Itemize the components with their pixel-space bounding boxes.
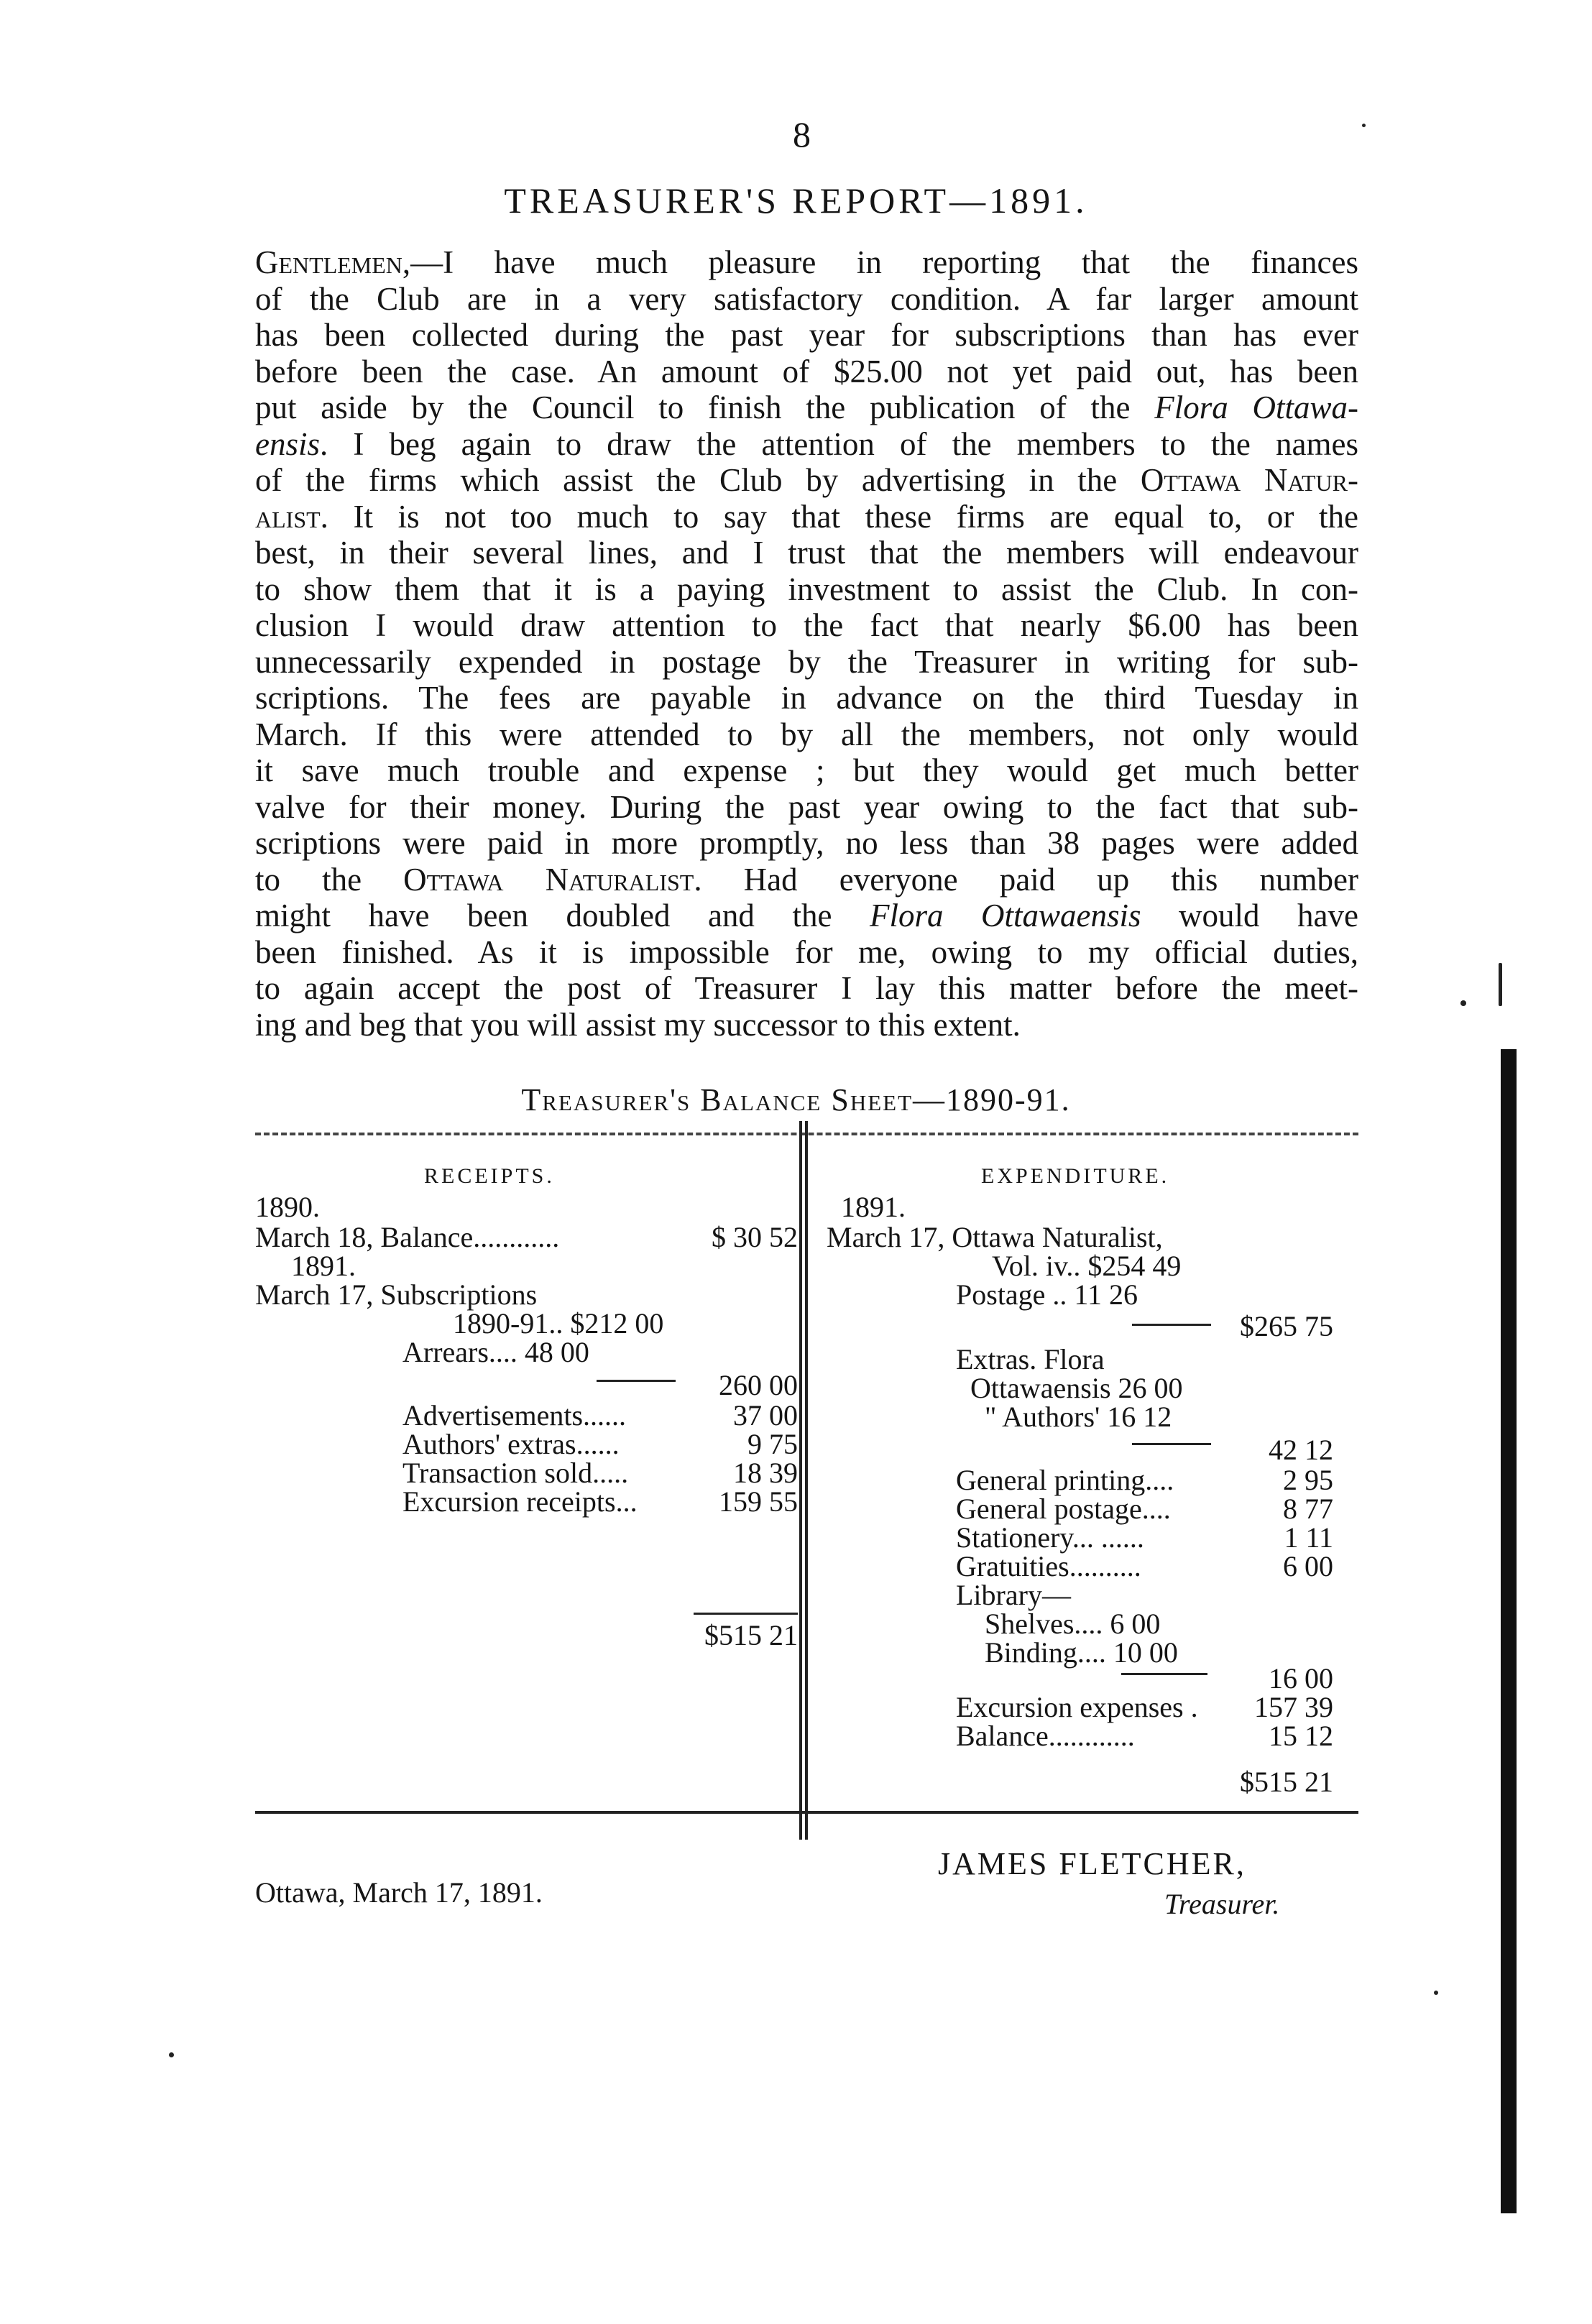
speck [1362,124,1366,127]
expenditure-march17: March 17, Ottawa Naturalist, [827,1221,1163,1253]
expenditure-stationery: Stationery... ...... [956,1521,1144,1554]
subtotal-rule [597,1380,676,1382]
receipts-excursion: Excursion receipts... [402,1485,638,1518]
receipts-transaction: Transaction sold..... [402,1457,629,1489]
report-line: clusion I would draw attention to the fact that nearly $6.00 has been [255,607,1358,643]
signatory-name: JAMES FLETCHER, [938,1846,1246,1881]
report-line: to the Ottawa Naturalist. Had everyone paid up this number [255,861,1358,898]
expenditure-general-postage-amount: 8 77 [1283,1493,1333,1525]
expenditure-vol: Vol. iv.. $254 49 [992,1250,1182,1282]
expenditure-gratuities-amount: 6 00 [1283,1550,1333,1582]
receipts-subscriptions-total: 260 00 [719,1369,798,1401]
report-line: has been collected during the past year for subscriptions than has ever [255,317,1358,353]
report-line: alist. It is not too much to say that these firms are equal to, or the [255,498,1358,535]
report-body [255,244,1358,1043]
receipts-excursion-amount: 159 55 [719,1485,798,1518]
balance-sheet-title: Treasurer's Balance Sheet—1890-91. [521,1082,1071,1117]
expenditure-library-total: 16 00 [1269,1662,1333,1694]
expenditure-shelves: Shelves.... 6 00 [985,1608,1161,1640]
expenditure-naturalist-total: $265 75 [1240,1310,1333,1342]
expenditure-general-postage: General postage.... [956,1493,1171,1525]
speck [1499,963,1502,1006]
report-line: valve for their money. During the past year owing to the fact that sub- [255,788,1358,825]
report-line: put aside by the Council to finish the publication of the Flora Ottawa- [255,389,1358,425]
report-line: unnecessarily expended in postage by the Treasurer in writing for sub- [255,643,1358,680]
receipts-march18-amount: $ 30 52 [712,1221,798,1253]
signatory-role: Treasurer. [1164,1888,1280,1920]
salutation: Gentlemen, [255,244,411,280]
receipts-arrears: Arrears.... 48 00 [402,1336,589,1368]
receipts-subscriptions: 1890-91.. $212 00 [453,1307,664,1339]
expenditure-postage: Postage .. 11 26 [956,1278,1138,1311]
report-line: scriptions were paid in more promptly, no less than 38 pages were added [255,825,1358,861]
report-line: of the Club are in a very satisfactory condition. A far larger amount [255,280,1358,317]
report-line: best, in their several lines, and I trust that the members will endeavour [255,535,1358,571]
receipts-total: $515 21 [704,1619,798,1651]
place-date: Ottawa, March 17, 1891. [255,1876,543,1909]
speck [1460,1000,1466,1006]
speck [1434,1991,1438,1995]
subtotal-rule [1132,1324,1211,1326]
report-line: scriptions. The fees are payable in advance on the third Tuesday in [255,680,1358,716]
column-divider [799,1121,802,1840]
expenditure-excursion-amount: 157 39 [1254,1691,1333,1723]
receipts-advertisements: Advertisements...... [402,1399,627,1431]
expenditure-year: 1891. [841,1191,906,1223]
report-line: it save much trouble and expense ; but they would get much better [255,752,1358,788]
page-number: 8 [793,114,811,155]
expenditure-extras-total: 42 12 [1269,1434,1333,1466]
expenditure-heading: EXPENDITURE. [981,1164,1170,1188]
naturalist-title: Ottawa Natur- [1140,462,1358,498]
report-line: of the firms which assist the Club by advertising in the Ottawa Natur- [255,462,1358,498]
expenditure-balance-amount: 15 12 [1269,1720,1333,1752]
expenditure-library: Library— [956,1579,1071,1611]
receipts-authors-extras: Authors' extras...... [402,1428,620,1460]
expenditure-ottawaensis: Ottawaensis 26 00 [970,1372,1183,1404]
expenditure-total: $515 21 [1240,1766,1333,1798]
report-line: ing and beg that you will assist my successor to this extent. [255,1006,1021,1043]
expenditure-general-printing: General printing.... [956,1464,1174,1496]
report-line: before been the case. An amount of $25.00 not yet paid out, has been [255,353,1358,389]
report-line: to again accept the post of Treasurer I lay this matter before the meet- [255,970,1358,1006]
sheet-bottom-rule [255,1811,1358,1814]
expenditure-extras: Extras. Flora [956,1343,1105,1375]
report-line: been finished. As it is impossible for me, owing to my official duties, [255,933,1358,970]
receipts-heading: RECEIPTS. [424,1164,555,1188]
subtotal-rule [1121,1673,1207,1675]
receipts-year-1890: 1890. [255,1191,320,1223]
receipts-march18: March 18, Balance............ [255,1221,560,1253]
subtotal-rule [1132,1443,1211,1445]
page-edge-shadow [1501,1049,1517,2213]
expenditure-gratuities: Gratuities.......... [956,1550,1141,1582]
expenditure-binding: Binding.... 10 00 [985,1636,1178,1669]
receipts-authors-extras-amount: 9 75 [747,1428,798,1460]
report-line: Gentlemen,—I have much pleasure in reporting that the finances [255,244,1358,280]
receipts-transaction-amount: 18 39 [733,1457,798,1489]
report-line: ensis. I beg again to draw the attention of the members to the names [255,425,1358,462]
report-line: March. If this were attended to by all the members, not only would [255,716,1358,752]
expenditure-excursion: Excursion expenses . [956,1691,1198,1723]
expenditure-general-printing-amount: 2 95 [1283,1464,1333,1496]
report-line: to show them that it is a paying investment to assist the Club. In con- [255,571,1358,607]
report-line: might have been doubled and the Flora Ottawaensis would have [255,898,1358,933]
flora-title: Flora Ottawa- [1154,389,1358,425]
speck [169,2052,174,2057]
receipts-march17: March 17, Subscriptions [255,1278,538,1311]
total-rule [694,1613,798,1615]
receipts-advertisements-amount: 37 00 [733,1399,798,1431]
column-divider [805,1121,808,1840]
expenditure-authors: " Authors' 16 12 [985,1401,1172,1433]
expenditure-stationery-amount: 1 11 [1284,1521,1333,1554]
expenditure-balance: Balance............ [956,1720,1135,1752]
report-title: TREASURER'S REPORT—1891. [504,180,1088,221]
receipts-year-1891: 1891. [291,1250,356,1282]
